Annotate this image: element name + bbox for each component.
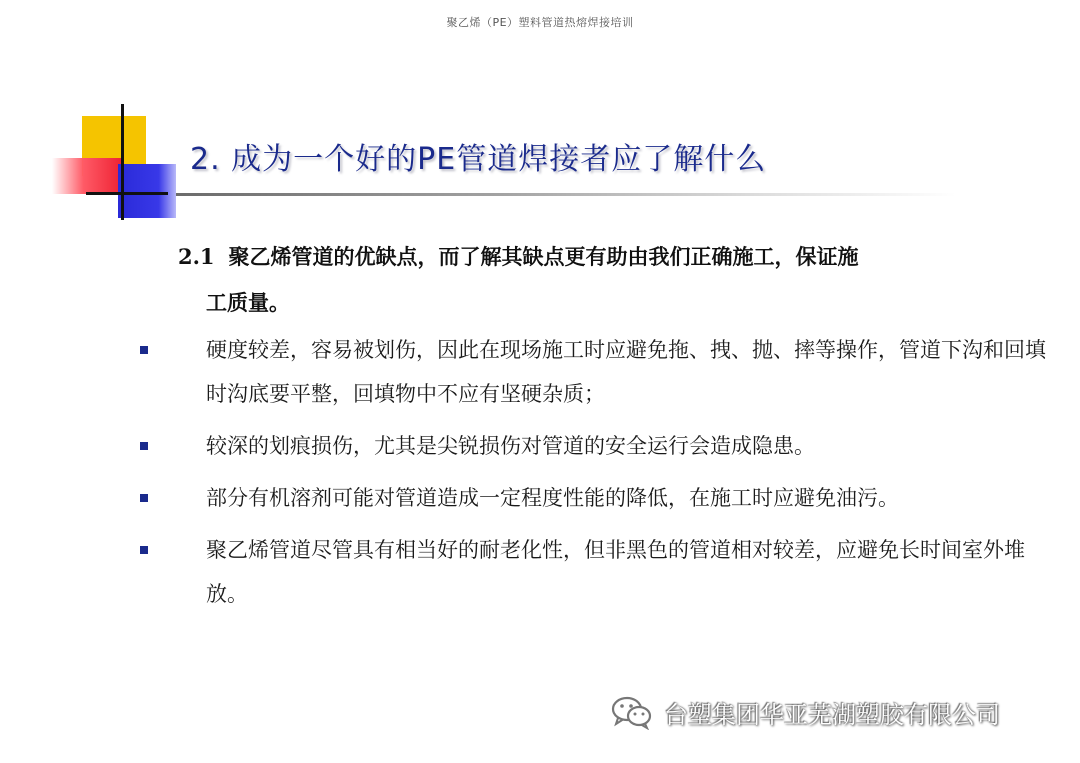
title-underline — [176, 193, 956, 196]
watermark-text: 台塑集团华亚芜湖塑胶有限公司 — [664, 700, 1000, 729]
list-item — [136, 424, 1046, 468]
bullet-text: 聚乙烯管道尽管具有相当好的耐老化性，但非黑色的管道相对较差，应避免长时间室外堆放。 — [206, 538, 1025, 606]
bullet-text: 硬度较差，容易被划伤，因此在现场施工时应避免拖、拽、抛、摔等操作，管道下沟和回填时沟底要平整，回填物中不应有坚硬杂质； — [206, 338, 1046, 406]
square-bullet-icon — [140, 546, 148, 554]
document-header: 聚乙烯（PE）塑料管道热熔焊接培训 — [446, 16, 634, 29]
section-subtitle — [178, 234, 1018, 326]
decorative-vertical-line — [121, 104, 124, 220]
list-item — [136, 328, 1046, 416]
bullet-list — [136, 328, 1046, 624]
list-item — [136, 476, 1046, 520]
subtitle-line-2: 工质量。 — [206, 290, 290, 315]
square-bullet-icon — [140, 494, 148, 502]
bullet-text: 部分有机溶剂可能对管道造成一定程度性能的降低，在施工时应避免油污。 — [206, 486, 899, 510]
bullet-text: 较深的划痕损伤，尤其是尖锐损伤对管道的安全运行会造成隐患。 — [206, 434, 815, 458]
square-bullet-icon — [140, 442, 148, 450]
square-bullet-icon — [140, 346, 148, 354]
wechat-icon — [610, 694, 654, 730]
subtitle-line-1: 聚乙烯管道的优缺点，而了解其缺点更有助由我们正确施工，保证施 — [228, 244, 859, 269]
slide-title: 2. 成为一个好的PE管道焊接者应了解什么 — [190, 142, 767, 177]
list-item — [136, 528, 1046, 616]
decorative-red-block — [52, 158, 122, 194]
decorative-blue-block — [118, 164, 176, 218]
subtitle-number: 2.1 — [178, 244, 215, 269]
watermark — [610, 694, 1000, 730]
decorative-horizontal-line — [86, 192, 168, 195]
